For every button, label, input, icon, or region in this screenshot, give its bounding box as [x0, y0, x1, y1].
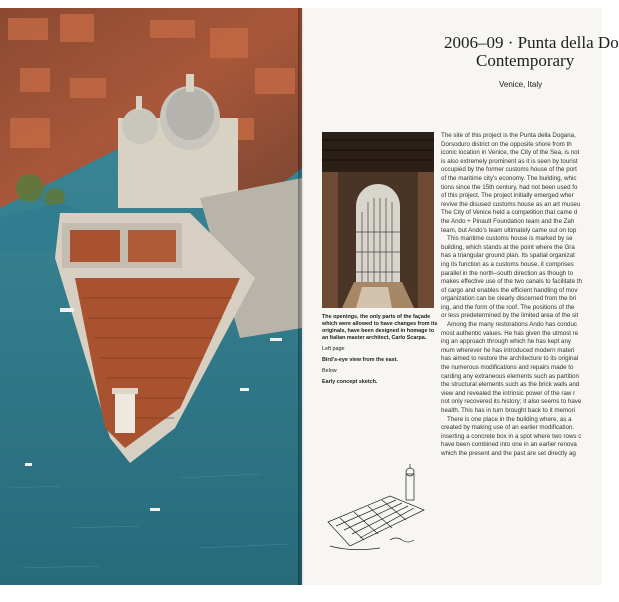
body-text-line: building, which stands at the point where the Gra [441, 243, 575, 251]
body-text-line: of this project. The project initially emerged wher [441, 192, 574, 200]
body-text-line: is also extremely prominent as it is seen by tourist [441, 157, 578, 165]
right-page [304, 8, 619, 585]
body-text-line: Dorsoduro district on the opposite shore from th [441, 140, 572, 148]
body-text-line: of the maritime city's economy. The building, whic [441, 174, 577, 182]
body-text-line: most authentic values. He has given the utmost re [441, 329, 579, 337]
body-text-line: which the present and the past are set directly ag [441, 449, 576, 457]
caption-left-page-label: Left page [322, 346, 345, 352]
body-text-line: This maritime customs house is marked by se [447, 235, 573, 243]
body-text-line: the structural elements such as the brick walls and [441, 381, 580, 389]
interior-window-photo [322, 132, 434, 308]
project-location: Venice, Italy [499, 80, 543, 89]
body-text-line: tions since the 15th century, had not been used fo [441, 183, 578, 191]
body-text-line: organization can be clearly discerned from the bri [441, 295, 577, 303]
body-text-line: have been combined into one in an earlier renova [441, 441, 577, 449]
aerial-photo [0, 8, 302, 585]
body-text-line: health. This has in turn brought back to it memori [441, 407, 576, 414]
project-title-line2: Contemporary [476, 51, 575, 70]
concept-sketch [320, 460, 438, 560]
body-text-line: ing an approach through which he has kept any [441, 338, 572, 346]
body-text-line: mum wherever he has introduced modern materi [441, 346, 575, 354]
left-page-aerial-photo [0, 8, 302, 585]
body-text-line: team, but Ando's team ultimately came out on top [441, 226, 577, 234]
caption-birds-eye: Bird's-eye view from the east. [322, 357, 398, 363]
body-text-line: or less predetermined by the limited area of the sit [441, 312, 579, 320]
body-text-line: carding any extraneous elements such as partition [441, 372, 579, 380]
photo-captions [322, 314, 438, 390]
body-text-line: Among the many restorations Ando has conduc [447, 321, 578, 329]
bottom-margin [0, 585, 602, 602]
body-text-line: the numerous modifications and repairs made to [441, 364, 574, 372]
body-text-line: occupied by the former customs house of the port [441, 166, 577, 174]
body-text-line: There is one place in the building where, as a [447, 415, 572, 423]
caption-below-label: Below [322, 368, 337, 374]
body-text-line: makes effective use of the two canals to facilitate th [441, 278, 582, 286]
body-text-line: view and revealed the intrinsic power of the raw r [441, 389, 576, 397]
body-text-line: revive the disused customs house as an art museu [441, 200, 581, 208]
body-text-line: of cargo and enables the efficient handling of mov [441, 286, 578, 294]
body-text-line: The site of this project is the Punta della Dogana, [441, 132, 576, 139]
body-text-line: iconic location in Venice, the City of the Sea, is not [441, 149, 580, 157]
project-title [444, 33, 619, 70]
body-text-line: The City of Venice held a competition that came d [441, 209, 578, 217]
body-text-line: the Ando + Pinault Foundation team and the Zah [441, 217, 575, 225]
arched-window-image [322, 132, 434, 308]
project-title-line1: 2006–09 · Punta della Do [444, 33, 619, 52]
body-text-line: ing its function as a customs house, it comprises [441, 260, 574, 268]
body-text-line: not only recovered its history; it also seems to have [441, 398, 582, 406]
body-text-line: parallel in the north–south direction as though to [441, 269, 574, 277]
body-text-line: has a triangular ground plan. Its spatial organizat [441, 252, 575, 260]
concept-sketch-drawing [320, 460, 438, 560]
body-text-line: inserting a concrete box in a spot where two rows c [441, 432, 582, 440]
body-text-line: created by making use of an earlier modification. [441, 424, 575, 432]
body-text [441, 132, 606, 459]
caption-sketch: Early concept sketch. [322, 379, 378, 385]
body-text-line: ing, and the form of the roof. The positions of the [441, 303, 575, 311]
caption-openings: The openings, the only parts of the façade which were allowed to have changes from its originals, have been designed in homage to an Italian master architect, Carlo Scarpa. [322, 314, 438, 341]
body-text-line: has aimed to restore the architecture to its original [441, 355, 579, 363]
